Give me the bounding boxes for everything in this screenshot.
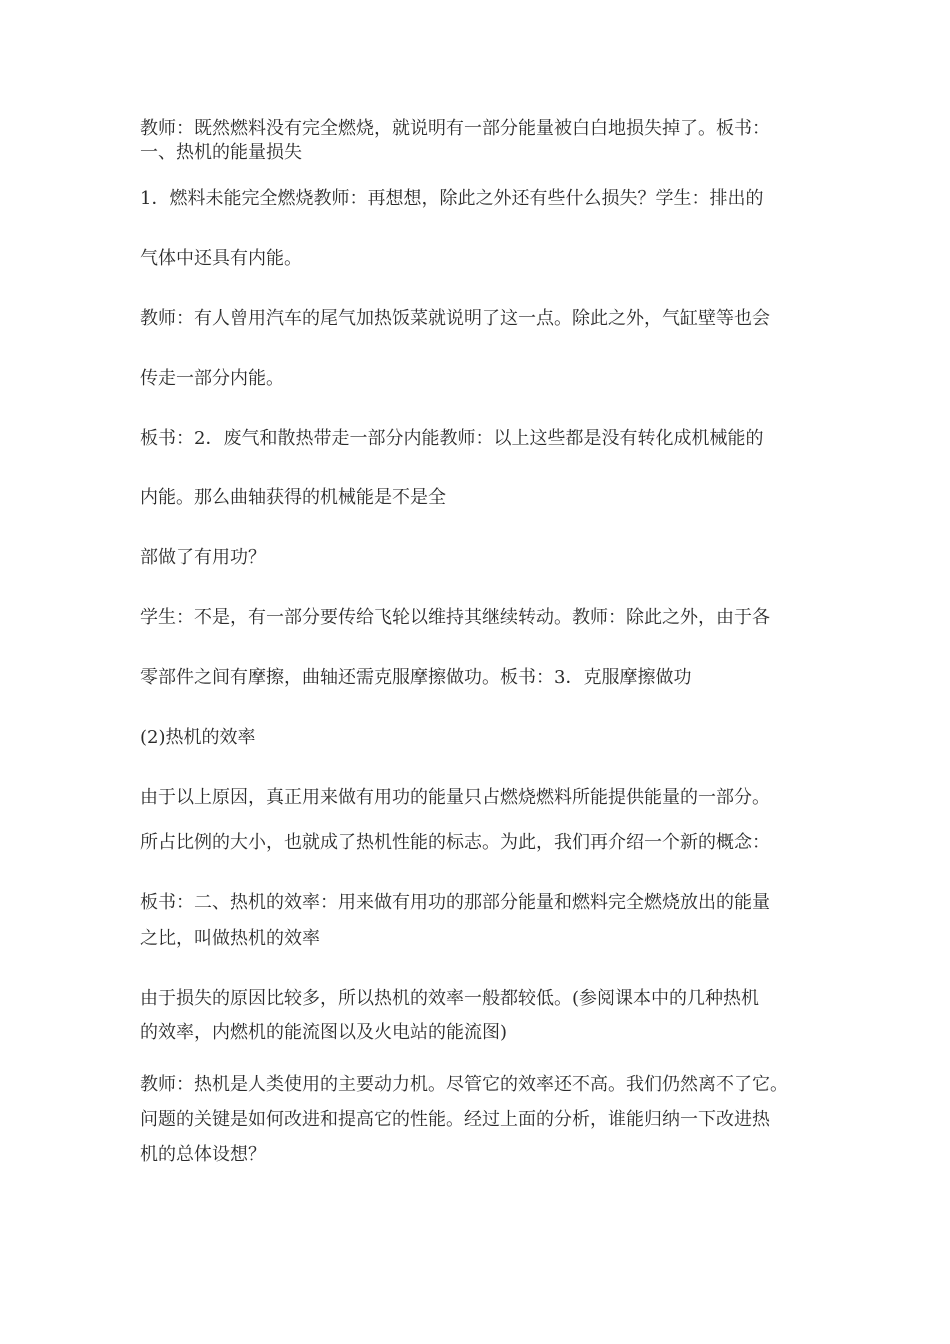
- text-line: 教师：既然燃料没有完全燃烧，就说明有一部分能量被白白地损失掉了。板书：: [140, 118, 770, 139]
- text-line: 部做了有用功？: [140, 547, 266, 568]
- text-line: 1．燃料未能完全燃烧教师：再想想，除此之外还有些什么损失？学生：排出的: [140, 188, 764, 209]
- text-line: 传走一部分内能。: [140, 368, 284, 389]
- text-line: 内能。那么曲轴获得的机械能是不是全: [140, 487, 446, 508]
- section-heading: (2)热机的效率: [140, 727, 256, 748]
- text-line: 一、热机的能量损失: [140, 142, 302, 163]
- text-line: 机的总体设想？: [140, 1144, 266, 1165]
- text-line: 板书：2．废气和散热带走一部分内能教师：以上这些都是没有转化成机械能的: [140, 428, 764, 449]
- text-line: 由于以上原因，真正用来做有用功的能量只占燃烧燃料所能提供能量的一部分。: [140, 787, 770, 808]
- text-line: 由于损失的原因比较多，所以热机的效率一般都较低。(参阅课本中的几种热机: [140, 988, 760, 1009]
- text-line: 板书：二、热机的效率：用来做有用功的那部分能量和燃料完全燃烧放出的能量: [140, 892, 770, 913]
- text-line: 的效率，内燃机的能流图以及火电站的能流图): [140, 1022, 508, 1043]
- text-line: 所占比例的大小，也就成了热机性能的标志。为此，我们再介绍一个新的概念：: [140, 832, 770, 853]
- text-line: 之比，叫做热机的效率: [140, 928, 320, 949]
- text-line: 气体中还具有内能。: [140, 248, 302, 269]
- text-line: 零部件之间有摩擦，曲轴还需克服摩擦做功。板书：3．克服摩擦做功: [140, 667, 692, 688]
- text-line: 教师：热机是人类使用的主要动力机。尽管它的效率还不高。我们仍然离不了它。: [140, 1074, 788, 1095]
- text-line: 学生：不是，有一部分要传给飞轮以维持其继续转动。教师：除此之外，由于各: [140, 607, 770, 628]
- text-line: 问题的关键是如何改进和提高它的性能。经过上面的分析，谁能归纳一下改进热: [140, 1109, 770, 1130]
- text-line: 教师：有人曾用汽车的尾气加热饭菜就说明了这一点。除此之外，气缸壁等也会: [140, 308, 770, 329]
